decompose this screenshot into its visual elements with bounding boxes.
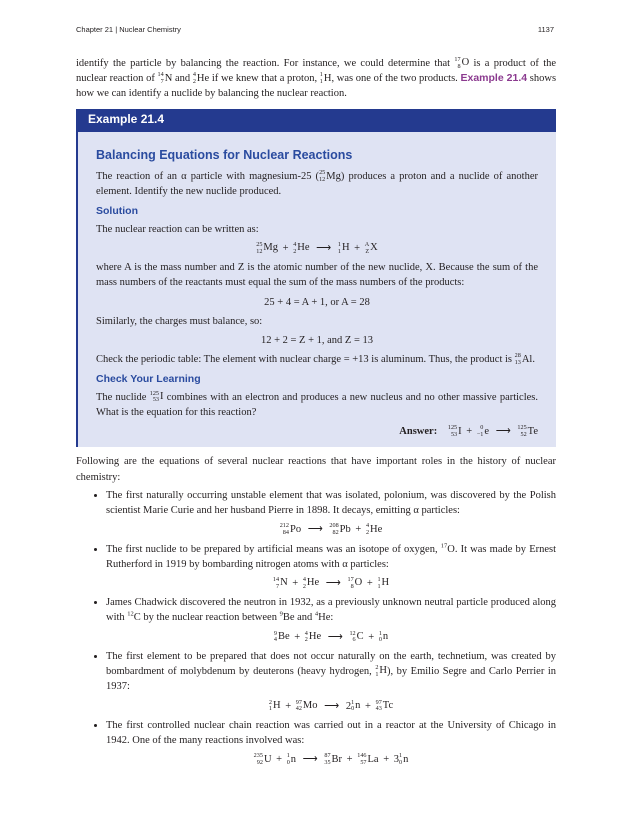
answer: Answer: 125 53 I + 0 −1 e ⟶ 125 52 Te (399, 424, 538, 438)
list-item: • The first naturally occurring unstable element that was isolated, polonium, was discovered by the Polish scientist Marie Curie and her husband Pierre in 1898. It decays, emitting α particles: 212 84 Po ⟶ 208 82 Pb + 4 2 He (106, 488, 556, 538)
solution-text-3: Similarly, the charges must balance, so: (96, 315, 263, 327)
nuclide-h1: 1 1 H (319, 71, 332, 85)
list-intro: Following are the equations of several nuclear reactions that have important roles in the history of nuclear chemistry: (76, 456, 556, 483)
list-item: • The first element to be prepared that does not occur naturally on the earth, technetium, was created by bombardment of molybdenum by deuterons (heavy hydrogen, 2 1 H ), by Emilio Segre and Carlo Perrier in 1937: 2 1 H + 97 42 Mo ⟶ 2 1 0 n + 97 43 Tc (106, 649, 556, 714)
chadwick-equation: 9 4 Be + 4 2 He ⟶ 12 6 C + 1 0 n (273, 629, 389, 644)
polonium-equation: 212 84 Po ⟶ 208 82 Pb + 4 2 He (279, 522, 383, 536)
nuclide-he4: 4 2 He (192, 71, 210, 85)
nuclide-o17: 17 8 O (454, 56, 470, 70)
example-title: Balancing Equations for Nuclear Reactions (96, 148, 353, 163)
example-link[interactable]: Example 21.4 (460, 72, 528, 85)
page-number: 1137 (537, 25, 554, 34)
example-box (76, 109, 556, 448)
nuclide-i125: 125 53 I (149, 389, 164, 404)
list-item: • James Chadwick discovered the neutron in 1932, as a previously unknown neutral particle produced along with $^{12}$C by the nuclear reaction between $^9$Be and $^4$He: 9 4 Be + 4 2 He ⟶ 12 6 C + 1 0 n (106, 595, 556, 645)
list-item: • The first controlled nuclear chain reaction was carried out in a reactor at the University of Chicago in 1942. One of the many reactions involved was: 235 92 U + 1 0 n ⟶ 87 35 Br + 146 57 La + 3 1 0 n (106, 718, 556, 768)
nuclide-al28: 28 13 Al (514, 352, 533, 366)
solution-text-1: The nuclear reaction can be written as: (96, 223, 259, 235)
chapter-title: Chapter 21 | Nuclear Chemistry (76, 25, 181, 34)
rutherford-equation: 14 7 N + 4 2 He ⟶ 17 8 O + 1 1 H (272, 576, 390, 590)
example-label: Example 21.4 (78, 109, 556, 132)
nuclide-mg25: 25 12 Mg (319, 169, 341, 183)
list-item: • The first nuclide to be prepared by artificial means was an isotope of oxygen, $^{17}$O. It was made by Ernest Rutherford in 1919 by bombarding nitrogen atoms with α particles: 14 7 N + 4 2 He ⟶ 17 8 O + 1 1 H (106, 542, 556, 592)
solution-text-4: Check the periodic table: The element with nuclear charge = +13 is aluminum. Thus, the product is 28 13 Al . (96, 352, 535, 366)
example-body (78, 132, 556, 447)
charge-balance-equation: 12 + 2 = Z + 1, and Z = 13 (260, 335, 374, 347)
mass-balance-equation: 25 + 4 = A + 1, or A = 28 (264, 296, 370, 308)
check-learning-text: The nuclide 125 53 I combines with an electron and produces a new nucleus and no other massive particles. What is the equation for this reaction? (96, 389, 539, 419)
technetium-equation: 2 1 H + 97 42 Mo ⟶ 2 1 0 n + 97 43 Tc (268, 698, 394, 713)
reaction-equation-mg: 25 12 Mg + 4 2 He ⟶ 1 1 H + A Z X (256, 241, 378, 255)
solution-heading: Solution (96, 204, 138, 217)
running-header (76, 25, 554, 36)
answer-label: Answer: (399, 426, 438, 438)
reaction-list (76, 488, 556, 768)
nuclide-n14: 14 7 N (157, 71, 173, 85)
solution-text-2: where A is the mass number and Z is the atomic number of the new nuclide, X. Because the sum of the mass numbers of the reactants must equal the sum of the mass numbers of the products: (96, 262, 538, 289)
example-problem: The reaction of an α particle with magnesium-25 ( 25 12 Mg ) produces a proton and a nuclide of another element. Identify the new nuclide produced. (96, 169, 538, 198)
page-content (76, 56, 556, 771)
nuclide-h2: 2 1 H (375, 664, 388, 678)
intro-paragraph: identify the particle by balancing the reaction. For instance, we could determine that 17 8 O is a product of the nuclear reaction of 14 7 N and 4 2 He if we knew that a proton, 1 1 H , was one of the two products. Example 21.4 shows how we can identify a nuclide by balancing the nuclear reaction. (76, 56, 557, 100)
fission-equation: 235 92 U + 1 0 n ⟶ 87 35 Br + 146 57 La + 3 1 0 n (253, 752, 409, 766)
check-learning-heading: Check Your Learning (96, 372, 201, 385)
